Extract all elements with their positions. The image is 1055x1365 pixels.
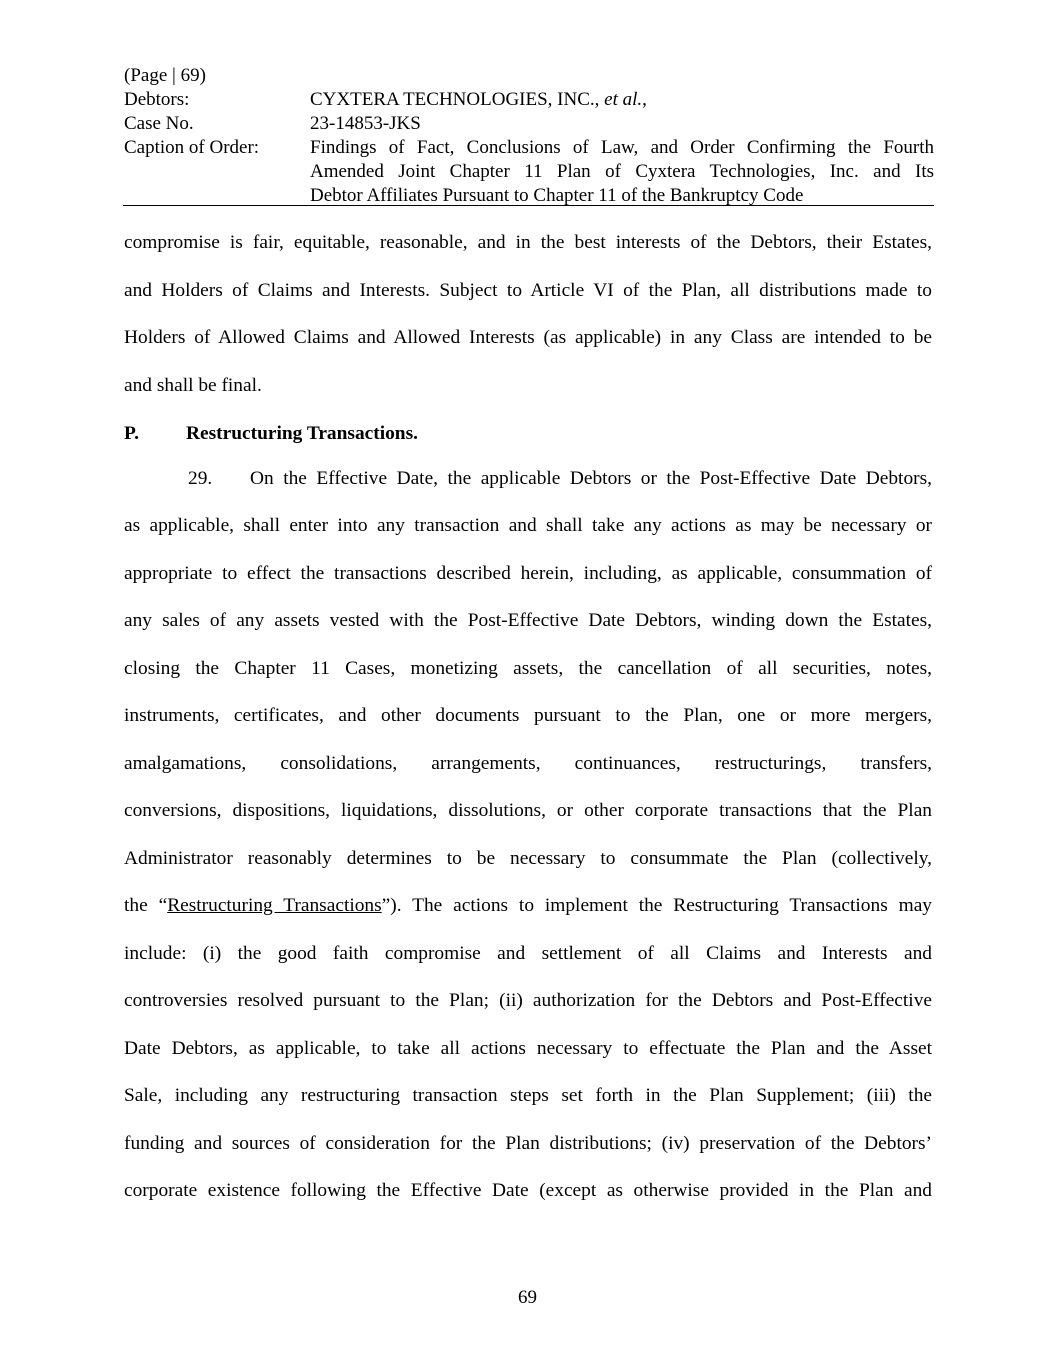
body-line: appropriate to effect the transactions described herein, including, as applicable, consummation of xyxy=(124,563,932,584)
debtors-value xyxy=(310,88,934,112)
header-debtors-row xyxy=(124,88,934,112)
defined-term-suffix: ”). The actions to implement the Restructuring Transactions may xyxy=(381,895,933,916)
paragraph-first-line xyxy=(124,467,932,491)
body-line: funding and sources of consideration for the Plan distributions; (iv) preservation of the Debtors’ xyxy=(124,1133,932,1154)
defined-term: Restructuring Transactions xyxy=(167,895,382,916)
body-line: and Holders of Claims and Interests. Subject to Article VI of the Plan, all distributions made to xyxy=(124,280,932,301)
case-number: 23-14853-JKS xyxy=(310,113,421,134)
body-line: instruments, certificates, and other documents pursuant to the Plan, one or more mergers, xyxy=(124,705,932,726)
caption-line: Amended Joint Chapter 11 Plan of Cyxtera Technologies, Inc. and Its xyxy=(310,161,934,182)
section-title: Restructuring Transactions. xyxy=(186,423,418,444)
body-line: controversies resolved pursuant to the Plan; (ii) authorization for the Debtors and Post-Effective xyxy=(124,990,932,1011)
debtors-label: Debtors: xyxy=(124,89,190,110)
body-line: as applicable, shall enter into any transaction and shall take any actions as may be necessary or xyxy=(124,515,932,536)
body-line: Sale, including any restructuring transaction steps set forth in the Plan Supplement; (iii) the xyxy=(124,1085,932,1106)
defined-term-line xyxy=(124,894,932,918)
caption-label: Caption of Order: xyxy=(124,137,260,158)
page-number: 69 xyxy=(518,1287,537,1308)
body-line: Holders of Allowed Claims and Allowed Interests (as applicable) in any Class are intended to be xyxy=(124,327,932,348)
page-header xyxy=(124,64,934,208)
caption-line: Debtor Affiliates Pursuant to Chapter 11 of the Bankruptcy Code xyxy=(310,185,804,206)
section-number: P. xyxy=(124,423,139,444)
body-line: closing the Chapter 11 Cases, monetizing assets, the cancellation of all securities, notes, xyxy=(124,658,932,679)
header-case-row xyxy=(124,112,934,136)
header-page-ref-row xyxy=(124,64,934,88)
header-caption-row xyxy=(124,136,934,208)
header-page-ref: (Page | 69) xyxy=(124,65,206,86)
body-line: Date Debtors, as applicable, to take all actions necessary to effectuate the Plan and the Asset xyxy=(124,1038,932,1059)
debtors-tail: , xyxy=(642,89,647,110)
body-line: and shall be final. xyxy=(124,375,262,396)
paragraph-number: 29. xyxy=(188,468,213,489)
paragraph-first-text: On the Effective Date, the applicable Debtors or the Post-Effective Date Debtors, xyxy=(250,468,932,489)
section-heading xyxy=(124,422,932,446)
body-line: conversions, dispositions, liquidations, dissolutions, or other corporate transactions that the Plan xyxy=(124,800,932,821)
body-line: include: (i) the good faith compromise and settlement of all Claims and Interests and xyxy=(124,943,932,964)
body-line: corporate existence following the Effective Date (except as otherwise provided in the Plan and xyxy=(124,1180,932,1201)
body-line: compromise is fair, equitable, reasonable, and in the best interests of the Debtors, their Estates, xyxy=(124,232,932,253)
header-divider xyxy=(123,205,934,206)
body-line: any sales of any assets vested with the Post-Effective Date Debtors, winding down the Estates, xyxy=(124,610,932,631)
defined-term-prefix: the “ xyxy=(124,895,168,916)
debtors-suffix: et al. xyxy=(604,89,643,110)
case-label: Case No. xyxy=(124,113,194,134)
caption-text xyxy=(310,136,934,208)
debtors-name: CYXTERA TECHNOLOGIES, INC., xyxy=(310,89,600,110)
body-line: amalgamations, consolidations, arrangements, continuances, restructurings, transfers, xyxy=(124,753,932,774)
caption-line: Findings of Fact, Conclusions of Law, and Order Confirming the Fourth xyxy=(310,137,934,158)
body-line: Administrator reasonably determines to be necessary to consummate the Plan (collectively, xyxy=(124,848,932,869)
